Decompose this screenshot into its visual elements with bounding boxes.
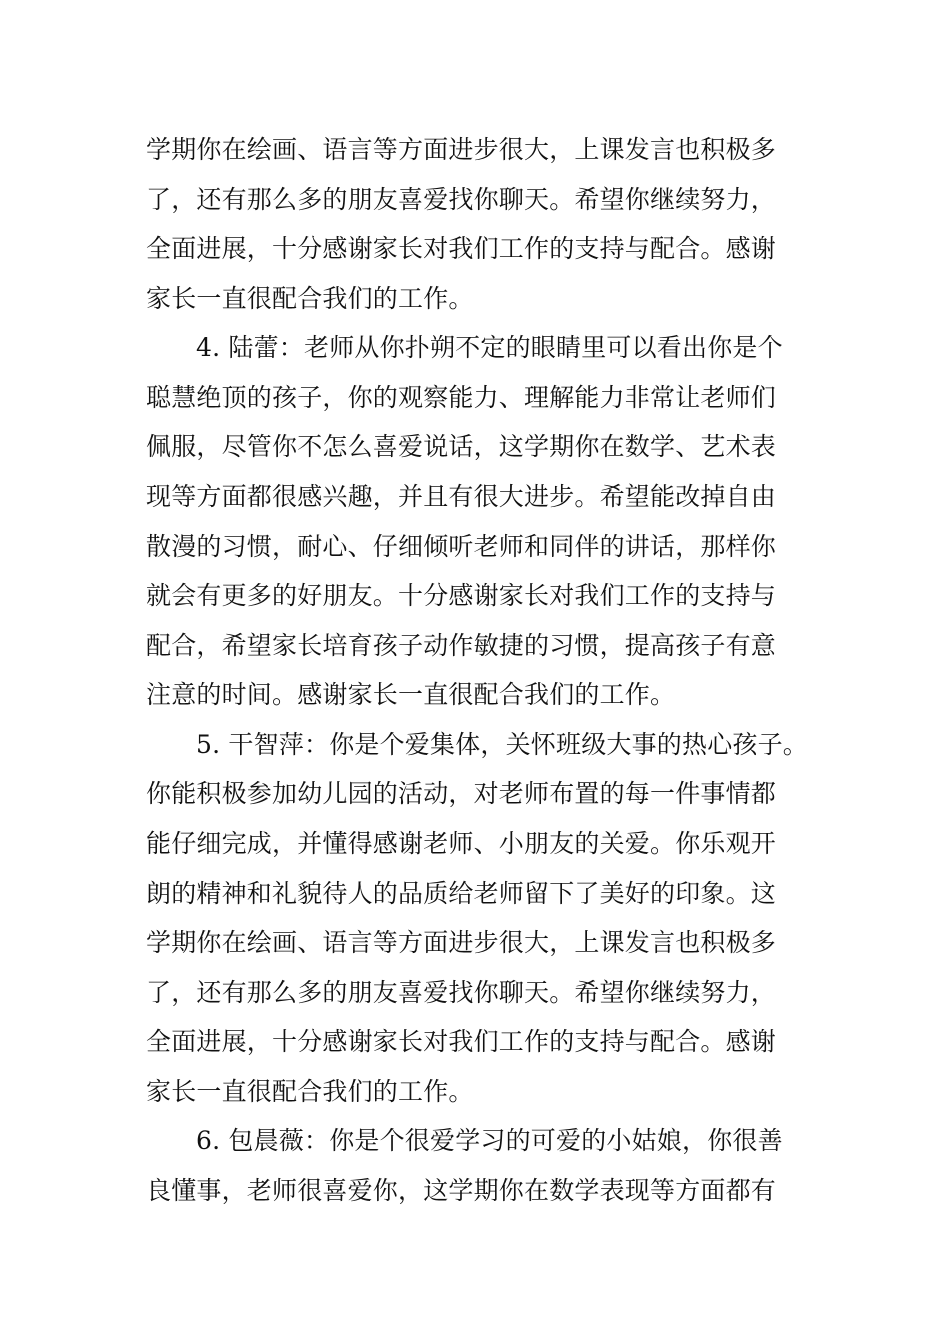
text-line: 家长一直很配合我们的工作。 xyxy=(146,1077,474,1106)
text-line: 注意的时间。感谢家长一直很配合我们的工作。 xyxy=(146,680,676,709)
paragraph-6-start: 6. 包晨薇：你是个很爱学习的可爱的小姑娘，你很善 xyxy=(196,1126,783,1155)
text-line: 能仔细完成，并懂得感谢老师、小朋友的关爱。你乐观开 xyxy=(146,829,777,858)
text-line: 了，还有那么多的朋友喜爱找你聊天。希望你继续努力， xyxy=(146,185,777,214)
text-line: 了，还有那么多的朋友喜爱找你聊天。希望你继续努力， xyxy=(146,978,777,1007)
text-line: 配合，希望家长培育孩子动作敏捷的习惯，提高孩子有意 xyxy=(146,631,777,660)
text-line: 全面进展，十分感谢家长对我们工作的支持与配合。感谢 xyxy=(146,1027,777,1056)
text-line: 朗的精神和礼貌待人的品质给老师留下了美好的印象。这 xyxy=(146,879,777,908)
text-line: 学期你在绘画、语言等方面进步很大，上课发言也积极多 xyxy=(146,135,777,164)
paragraph-4-start: 4. 陆蕾：老师从你扑朔不定的眼睛里可以看出你是个 xyxy=(196,333,783,362)
text-line: 你能积极参加幼儿园的活动，对老师布置的每一件事情都 xyxy=(146,779,777,808)
text-line: 学期你在绘画、语言等方面进步很大，上课发言也积极多 xyxy=(146,928,777,957)
text-line: 家长一直很配合我们的工作。 xyxy=(146,284,474,313)
text-line: 佩服，尽管你不怎么喜爱说话，这学期你在数学、艺术表 xyxy=(146,432,777,461)
paragraph-5-start: 5. 干智萍：你是个爱集体，关怀班级大事的热心孩子。 xyxy=(196,730,809,759)
text-line: 现等方面都很感兴趣，并且有很大进步。希望能改掉自由 xyxy=(146,482,777,511)
text-line: 就会有更多的好朋友。十分感谢家长对我们工作的支持与 xyxy=(146,581,777,610)
text-line: 聪慧绝顶的孩子，你的观察能力、理解能力非常让老师们 xyxy=(146,383,777,412)
text-line: 散漫的习惯，耐心、仔细倾听老师和同伴的讲话，那样你 xyxy=(146,532,777,561)
text-line: 良懂事，老师很喜爱你，这学期你在数学表现等方面都有 xyxy=(146,1176,777,1205)
text-line: 全面进展，十分感谢家长对我们工作的支持与配合。感谢 xyxy=(146,234,777,263)
